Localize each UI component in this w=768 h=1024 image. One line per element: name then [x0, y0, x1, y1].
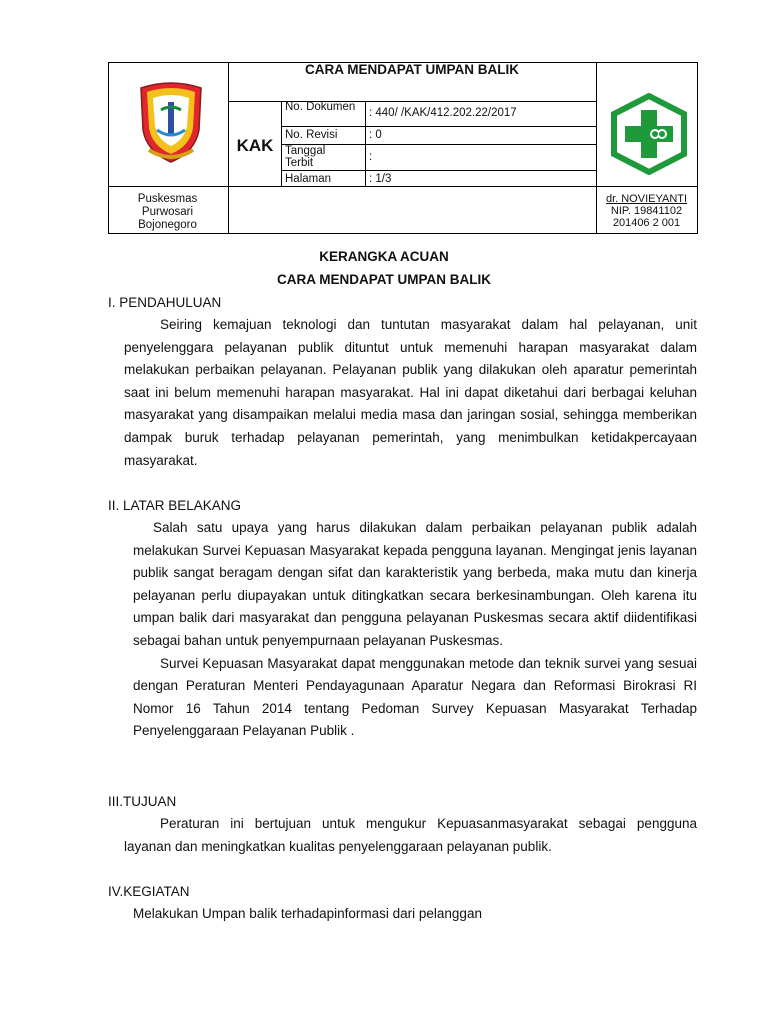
regency-emblem-icon: [135, 80, 207, 166]
row-label-halaman: Halaman: [285, 173, 332, 185]
section-body-kegiatan: [133, 903, 697, 926]
signatory-name: dr. NOVIEYANTI: [605, 193, 688, 205]
paragraph: Survei Kepuasan Masyarakat dapat menggunakan metode dan teknik survei yang sesuai dengan Peraturan Menteri Pendayagunaan Aparatur Negara dan Reformasi Birokrasi RI Nomor 16 Tahun 2014 tentang Pedoman Survey Kepuasan Masyarakat Terhadap Penyelenggaraan Pelayanan Publik .: [133, 655, 697, 739]
org-line-1: Puskesmas: [137, 193, 198, 205]
row-value-dokumen: : 440/ /KAK/412.202.22/2017: [369, 107, 517, 119]
row-value-halaman: : 1/3: [369, 173, 392, 185]
paragraph: Peraturan ini bertujuan untuk mengukur Kepuasanmasyarakat sebagai pengguna layanan dan meningkatkan kualitas penyelenggaraan pelayanan publik.: [124, 816, 697, 854]
paragraph: Melakukan Umpan balik terhadapinformasi dari pelanggan: [133, 906, 482, 921]
signatory-nip-1: NIP. 19841102: [610, 205, 683, 217]
row-label-revisi: No. Revisi: [285, 129, 338, 141]
section-body-latar-belakang: [133, 517, 697, 743]
paragraph: Salah satu upaya yang harus dilakukan dalam perbaikan pelayanan publik adalah melakukan Survei Kepuasan Masyarakat kepada pengguna layanan. Mengingat jenis layanan publik sangat beragam dengan sifat dan karakteristik yang berbeda, maka mutu dan kinerja pelayanan perlu diupayakan untuk ditingkatkan secara berkesinambungan. Oleh karena itu umpan balik dari masyarakat dan pengguna pelayanan Puskesmas secara aktif diidentifikasi sebagai bahan untuk penyempurnaan pelayanan Puskesmas.: [133, 520, 697, 648]
row-label-tanggal: Tanggal Terbit: [285, 145, 326, 169]
section-body-pendahuluan: [124, 314, 697, 472]
puskesmas-logo-icon: [610, 93, 688, 175]
section-body-tujuan: [124, 813, 697, 858]
header-title: CARA MENDAPAT UMPAN BALIK: [305, 62, 519, 77]
row-value-revisi: : 0: [369, 129, 382, 141]
signatory-nip-2: 201406 2 001: [612, 217, 681, 229]
org-line-3: Bojonegoro: [138, 219, 197, 231]
section-heading-tujuan: III.TUJUAN: [108, 794, 177, 809]
org-line-2: Purwosari: [141, 206, 194, 218]
kak-label: KAK: [236, 136, 274, 155]
section-heading-pendahuluan: I. PENDAHULUAN: [108, 295, 222, 310]
section-heading-latar-belakang: II. LATAR BELAKANG: [108, 498, 242, 513]
row-label-dokumen: No. Dokumen: [285, 101, 356, 113]
document-subtitle: CARA MENDAPAT UMPAN BALIK: [277, 272, 491, 287]
paragraph: Seiring kemajuan teknologi dan tuntutan masyarakat dalam hal pelayanan, unit penyelenggara pelayanan publik dituntut untuk memenuhi harapan masyarakat dalam melakukan perbaikan pelayanan. Pelayanan publik yang dilakukan oleh aparatur pemerintah saat ini belum memenuhi harapan masyarakat. Hal ini dapat diketahui dari berbagai keluhan masyarakat yang disampaikan melalui media masa dan jaringan sosial, sehingga memberikan dampak buruk terhadap pelayanan pemerintah, yang menimbulkan ketidakpercayaan masyarakat.: [124, 317, 697, 468]
section-heading-kegiatan: IV.KEGIATAN: [108, 884, 190, 899]
row-value-tanggal: :: [369, 151, 373, 163]
document-title: KERANGKA ACUAN: [319, 249, 449, 264]
